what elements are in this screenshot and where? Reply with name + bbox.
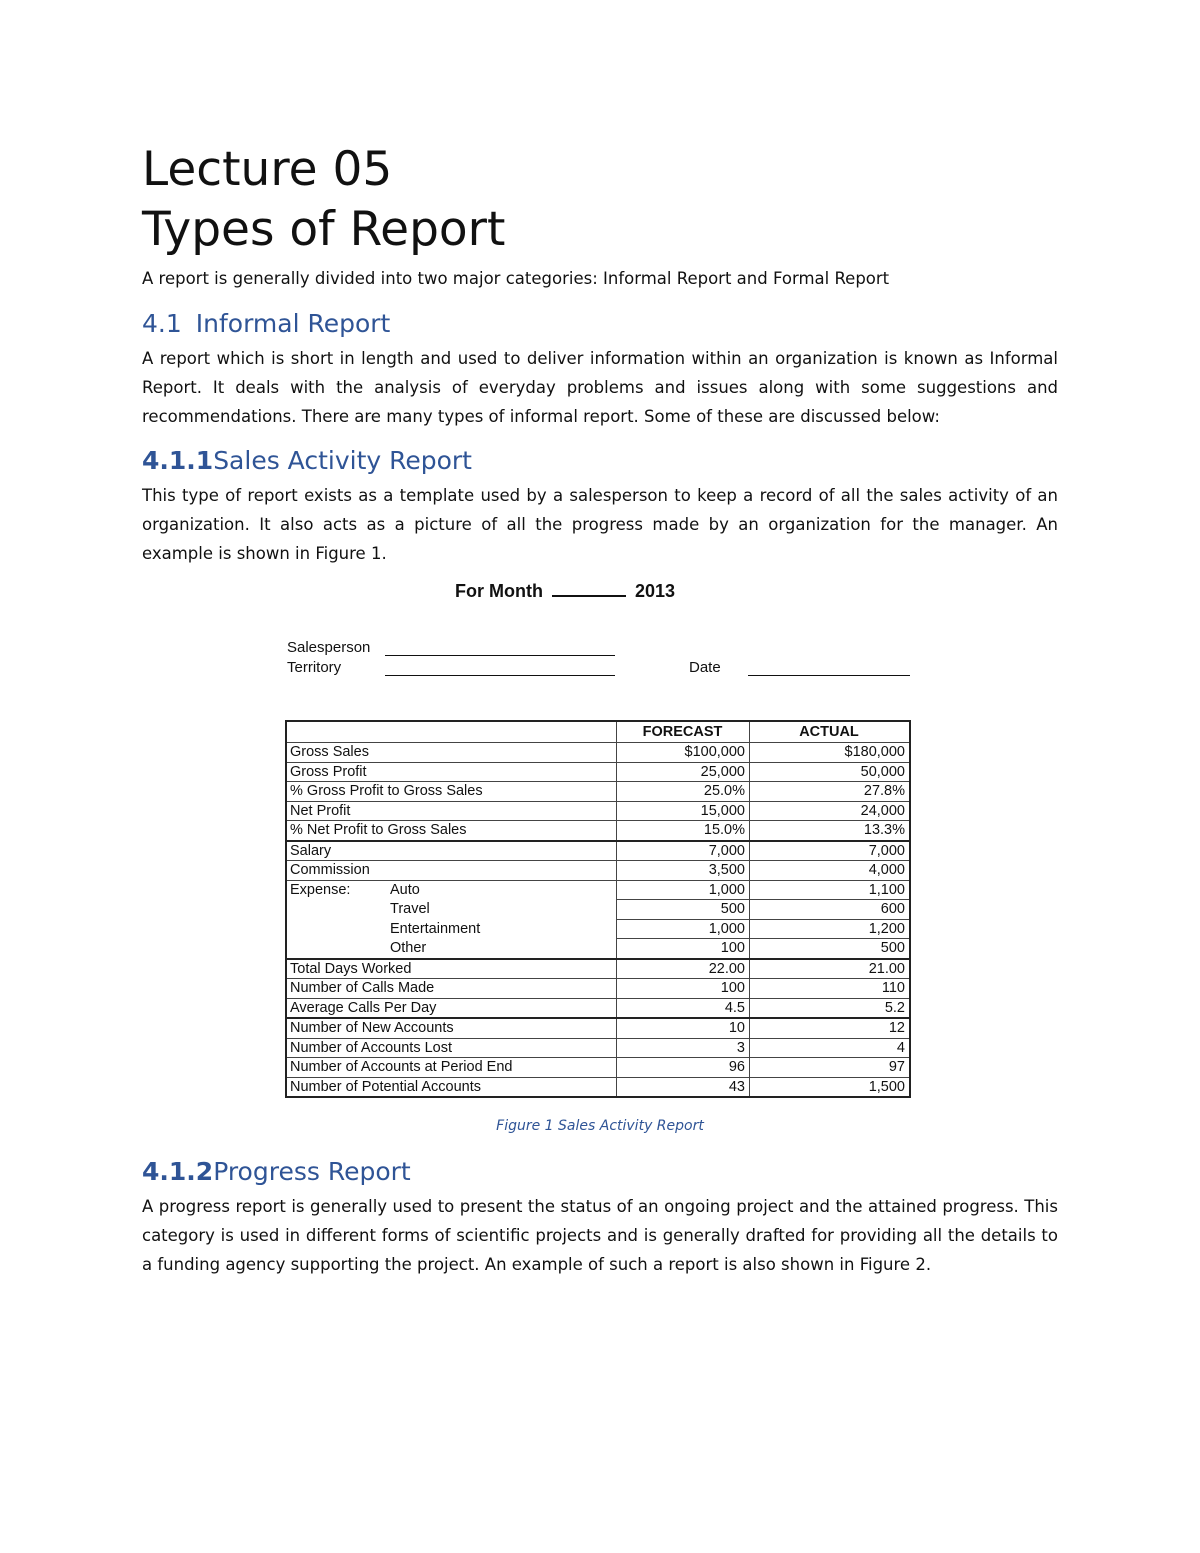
row-actual: 7,000	[750, 841, 911, 861]
row-forecast: 500	[617, 900, 750, 920]
table-row	[286, 880, 910, 900]
table-row	[286, 743, 910, 763]
row-label-text: % Gross Profit to Gross Sales	[290, 783, 483, 800]
row-actual: 1,500	[750, 1077, 911, 1097]
row-label-text: Number of Calls Made	[290, 980, 435, 997]
row-label	[286, 821, 617, 841]
date-blank-line	[748, 675, 910, 676]
paragraph-4-1-1: This type of report exists as a template used by a salesperson to keep a record of all the sales activity of an organization. It also acts as a picture of all the progress made by an organization for the manager. An example is shown in Figure 1.	[142, 486, 1058, 563]
row-forecast: 43	[617, 1077, 750, 1097]
row-label-text: % Net Profit to Gross Sales	[290, 822, 467, 839]
row-label	[286, 841, 617, 861]
salesperson-label: Salesperson	[287, 639, 371, 656]
row-label	[286, 861, 617, 881]
row-label-text: Number of Accounts at Period End	[290, 1059, 513, 1076]
row-label	[286, 919, 617, 939]
row-label-text: Total Days Worked	[290, 960, 412, 977]
row-label-text: Gross Profit	[290, 763, 367, 780]
heading-4-1	[142, 308, 1058, 340]
heading-4-1-title: Informal Report	[195, 309, 391, 338]
row-label-text: Gross Sales	[290, 744, 369, 761]
paragraph-4-1-2: A progress report is generally used to present the status of an ongoing project and the attained progress. This category is used in different forms of scientific projects and is generally drafted for providing all the details to a funding agency supporting the project. An example of such a report is also shown in Figure 2.	[142, 1197, 1058, 1274]
sales-activity-table	[285, 720, 911, 1098]
row-sublabel-text: Auto	[390, 882, 420, 898]
table-row	[286, 861, 910, 881]
paragraph-4-1: A report which is short in length and used to deliver information within an organization is known as Informal Report. It deals with the analysis of everyday problems and issues along with some suggestions and recommendations. There are many types of informal report. Some of these are discussed below:	[142, 349, 1058, 426]
heading-4-1-2-title: Progress Report	[213, 1157, 411, 1186]
table-row	[286, 919, 910, 939]
intro-paragraph: A report is generally divided into two major categories: Informal Report and Formal Report	[142, 269, 890, 288]
table-row	[286, 979, 910, 999]
row-actual: 1,100	[750, 880, 911, 900]
row-label	[286, 1077, 617, 1097]
table-row	[286, 1018, 910, 1038]
row-label	[286, 939, 617, 959]
month-blank-line	[552, 581, 626, 597]
territory-label: Territory	[287, 659, 342, 676]
row-actual: 12	[750, 1018, 911, 1038]
title-line-1: Lecture 05	[142, 142, 393, 197]
row-forecast: 10	[617, 1018, 750, 1038]
row-actual: 1,200	[750, 919, 911, 939]
row-label-text: Number of Accounts Lost	[290, 1039, 452, 1056]
table-row	[286, 841, 910, 861]
row-actual: 97	[750, 1058, 911, 1078]
row-actual: 5.2	[750, 998, 911, 1018]
row-forecast: 15,000	[617, 801, 750, 821]
row-forecast: 96	[617, 1058, 750, 1078]
salesperson-blank-line	[385, 655, 615, 656]
table-row	[286, 939, 910, 959]
row-sublabel-text: Entertainment	[390, 920, 481, 937]
table-row	[286, 1077, 910, 1097]
row-label	[286, 998, 617, 1018]
row-label	[286, 1058, 617, 1078]
row-label	[286, 880, 617, 900]
heading-4-1-1	[142, 445, 1058, 477]
table-row	[286, 801, 910, 821]
row-label	[286, 959, 617, 979]
figure-1-sales-activity-report	[285, 575, 913, 1095]
heading-4-1-1-title: Sales Activity Report	[213, 446, 472, 475]
row-forecast: 1,000	[617, 919, 750, 939]
heading-4-1-2	[142, 1156, 1058, 1188]
row-actual: 50,000	[750, 762, 911, 782]
row-actual: 500	[750, 939, 911, 959]
row-label	[286, 1018, 617, 1038]
header-forecast: FORECAST	[617, 721, 750, 743]
table-row	[286, 782, 910, 802]
row-forecast: 3	[617, 1038, 750, 1058]
row-forecast: 100	[617, 979, 750, 999]
row-actual: 24,000	[750, 801, 911, 821]
row-label	[286, 1038, 617, 1058]
document-body	[142, 140, 1058, 568]
table-body	[286, 743, 910, 1098]
row-actual: 110	[750, 979, 911, 999]
row-forecast: 15.0%	[617, 821, 750, 841]
table-row	[286, 1038, 910, 1058]
heading-4-1-number: 4.1	[142, 309, 182, 338]
table-row	[286, 821, 910, 841]
document-title	[142, 140, 1058, 260]
row-label-text: Salary	[290, 842, 332, 859]
table-row	[286, 959, 910, 979]
row-forecast: 22.00	[617, 959, 750, 979]
row-sublabel-text: Travel	[390, 901, 430, 918]
row-forecast: 1,000	[617, 880, 750, 900]
row-forecast: 25,000	[617, 762, 750, 782]
table-row	[286, 900, 910, 920]
row-actual: 21.00	[750, 959, 911, 979]
row-label	[286, 762, 617, 782]
date-label: Date	[689, 659, 721, 676]
row-label	[286, 979, 617, 999]
row-forecast: 25.0%	[617, 782, 750, 802]
row-forecast: 4.5	[617, 998, 750, 1018]
table-row	[286, 998, 910, 1018]
row-actual: 13.3%	[750, 821, 911, 841]
header-actual: ACTUAL	[750, 721, 911, 743]
row-forecast: 3,500	[617, 861, 750, 881]
figure-header-fields	[285, 637, 913, 707]
row-actual: 4	[750, 1038, 911, 1058]
title-line-2: Types of Report	[142, 202, 506, 257]
row-label-text: Net Profit	[290, 802, 351, 819]
heading-4-1-1-number: 4.1.1	[142, 446, 214, 475]
row-forecast: $100,000	[617, 743, 750, 763]
row-label-text: Commission	[290, 862, 370, 879]
row-actual: 27.8%	[750, 782, 911, 802]
row-label-text: Number of Potential Accounts	[290, 1078, 482, 1095]
row-actual: $180,000	[750, 743, 911, 763]
row-label	[286, 801, 617, 821]
table-row	[286, 762, 910, 782]
heading-4-1-2-number: 4.1.2	[142, 1157, 214, 1186]
territory-blank-line	[385, 675, 615, 676]
row-label	[286, 743, 617, 763]
figure-caption: Figure 1 Sales Activity Report	[496, 1118, 704, 1134]
row-actual: 600	[750, 900, 911, 920]
row-label	[286, 782, 617, 802]
row-actual: 4,000	[750, 861, 911, 881]
row-forecast: 7,000	[617, 841, 750, 861]
document-body-lower	[142, 1156, 1058, 1279]
row-label-text: Expense:	[290, 882, 351, 898]
row-sublabel-text: Other	[390, 940, 427, 956]
figure-title	[285, 575, 845, 607]
row-label-text: Average Calls Per Day	[290, 999, 437, 1016]
table-row	[286, 1058, 910, 1078]
row-label	[286, 900, 617, 920]
table-header-row	[286, 721, 910, 743]
row-forecast: 100	[617, 939, 750, 959]
figure-title-month: For Month	[454, 581, 543, 601]
row-label-text: Number of New Accounts	[290, 1020, 454, 1037]
header-blank	[286, 721, 617, 743]
figure-title-year: 2013	[634, 581, 676, 601]
